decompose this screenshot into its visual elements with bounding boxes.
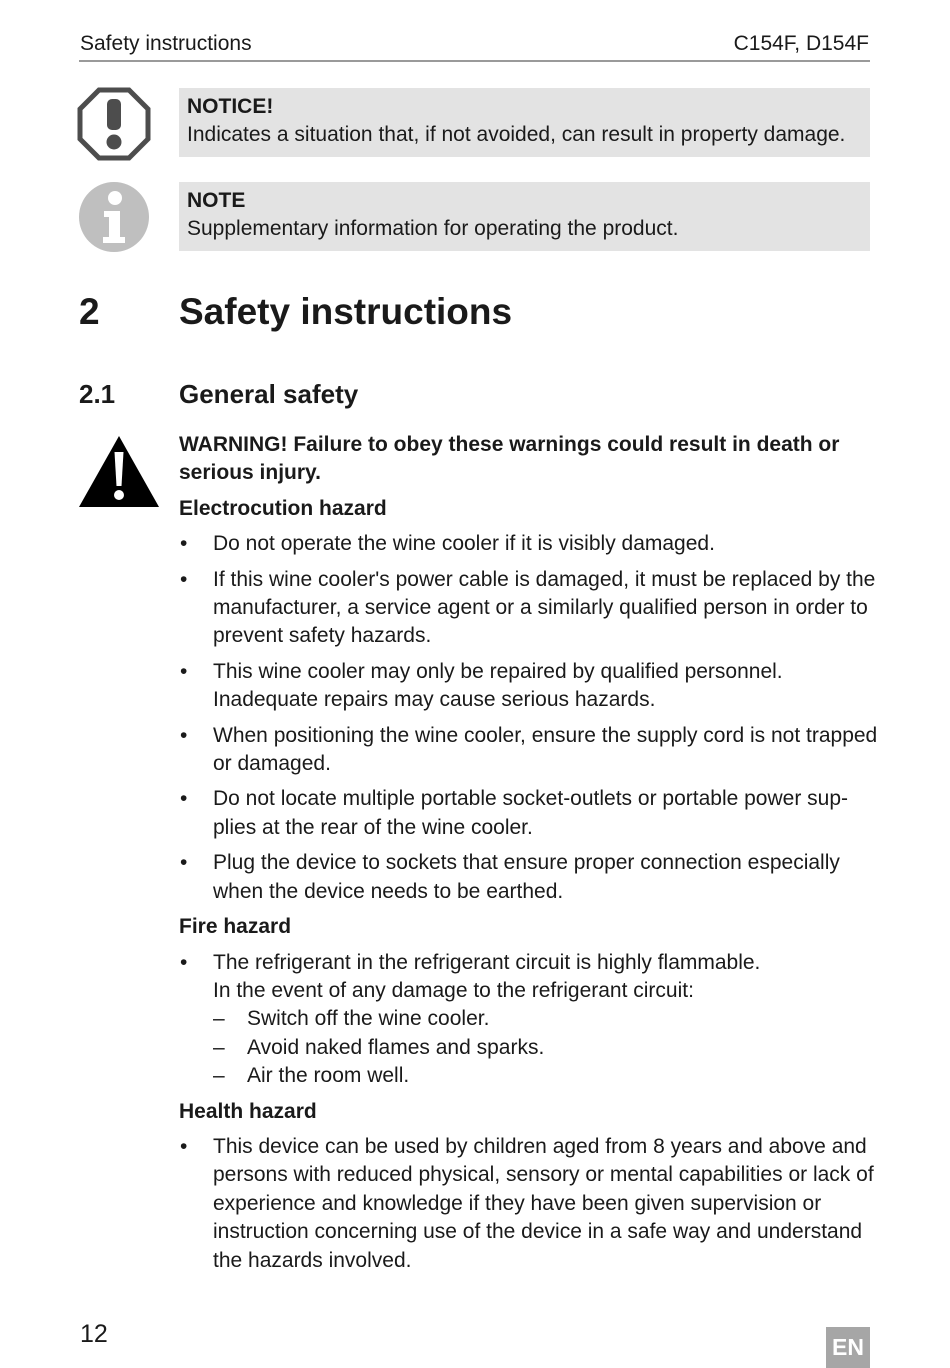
list-item: [179, 849, 879, 906]
note-text: Supplementary information for operating the product.: [187, 217, 679, 240]
exclamation-octagon-icon: [77, 87, 151, 161]
language-badge: EN: [826, 1327, 870, 1368]
list-item-text: This wine cooler may only be repaired by qualified personnel. Inadequate repairs may cause serious hazards.: [213, 659, 783, 712]
list-item-text: In the event of any damage to the refrigerant circuit:: [213, 978, 694, 1002]
page-number: 12: [80, 1320, 108, 1348]
list-item-text: The refrigerant in the refrigerant circuit is highly flammable.: [213, 950, 761, 974]
electrocution-list: [179, 530, 879, 906]
list-item: [179, 722, 879, 779]
sublist-item: [213, 1062, 879, 1090]
safety-content: [179, 431, 879, 1282]
sublist-item: [213, 1005, 879, 1033]
list-item: [179, 658, 879, 715]
list-item-text: If this wine cooler's power cable is damaged, it must be replaced by the manufacturer, a service agent or a similarly qualified person in order to prevent safety hazards.: [213, 567, 876, 648]
list-item-text: Plug the device to sockets that ensure proper connection especially when the device needs to be earthed.: [213, 851, 840, 903]
bullet-marker: •: [180, 1134, 188, 1158]
warning-triangle-icon: [78, 434, 160, 508]
running-header-section: Safety instructions: [80, 32, 252, 55]
section-number: 2.1: [79, 379, 116, 409]
sublist-item: [213, 1034, 879, 1062]
list-item-text: This device can be used by children aged from 8 years and above and persons with reduced physical, sensory or mental capabilities or lack of experience and knowledge if they have been given supervision or instruction concerning use of the device in a safe way and understand the hazards involved.: [213, 1134, 874, 1272]
list-item: [179, 949, 879, 1091]
info-icon: [78, 181, 150, 253]
list-item: [179, 530, 879, 558]
chapter-title: Safety instructions: [179, 291, 513, 332]
list-item: [179, 1133, 879, 1275]
warning-title: WARNING! Failure to obey these warnings could result in death or serious injury.: [179, 433, 840, 485]
dash-marker: –: [213, 1007, 225, 1031]
notice-text: Indicates a situation that, if not avoided, can result in property damage.: [187, 123, 846, 146]
section-title: General safety: [179, 379, 359, 409]
list-item-text: Do not operate the wine cooler if it is visibly damaged.: [213, 532, 715, 556]
health-list: [179, 1133, 879, 1275]
fire-list: [179, 949, 879, 1091]
bullet-marker: •: [180, 950, 188, 974]
list-item: [179, 785, 879, 842]
fire-heading: Fire hazard: [179, 915, 292, 939]
sublist-item-text: Air the room well.: [247, 1064, 410, 1088]
electrocution-heading: Electrocution hazard: [179, 496, 387, 520]
notice-box: [179, 88, 870, 157]
fire-sublist: [213, 1005, 879, 1090]
notice-title: NOTICE!: [187, 95, 274, 118]
bullet-marker: •: [180, 723, 188, 747]
note-title: NOTE: [187, 189, 246, 212]
dash-marker: –: [213, 1035, 225, 1059]
sublist-item-text: Switch off the wine cooler.: [247, 1007, 490, 1031]
bullet-marker: •: [180, 659, 188, 683]
bullet-marker: •: [180, 532, 188, 556]
list-item-text: Do not locate multiple portable socket-outlets or portable power sup-plies at the rear of the wine cooler.: [213, 787, 849, 839]
running-header-models: C154F, D154F: [733, 32, 869, 55]
header-divider: [79, 60, 870, 62]
list-item: [179, 566, 879, 651]
list-item-text: When positioning the wine cooler, ensure the supply cord is not trapped or damaged.: [213, 723, 878, 776]
bullet-marker: •: [180, 787, 188, 811]
health-heading: Health hazard: [179, 1099, 317, 1123]
note-box: [179, 182, 870, 251]
sublist-item-text: Avoid naked flames and sparks.: [247, 1035, 545, 1059]
chapter-number: 2: [79, 291, 100, 332]
dash-marker: –: [213, 1064, 225, 1088]
bullet-marker: •: [180, 851, 188, 875]
bullet-marker: •: [180, 567, 188, 591]
